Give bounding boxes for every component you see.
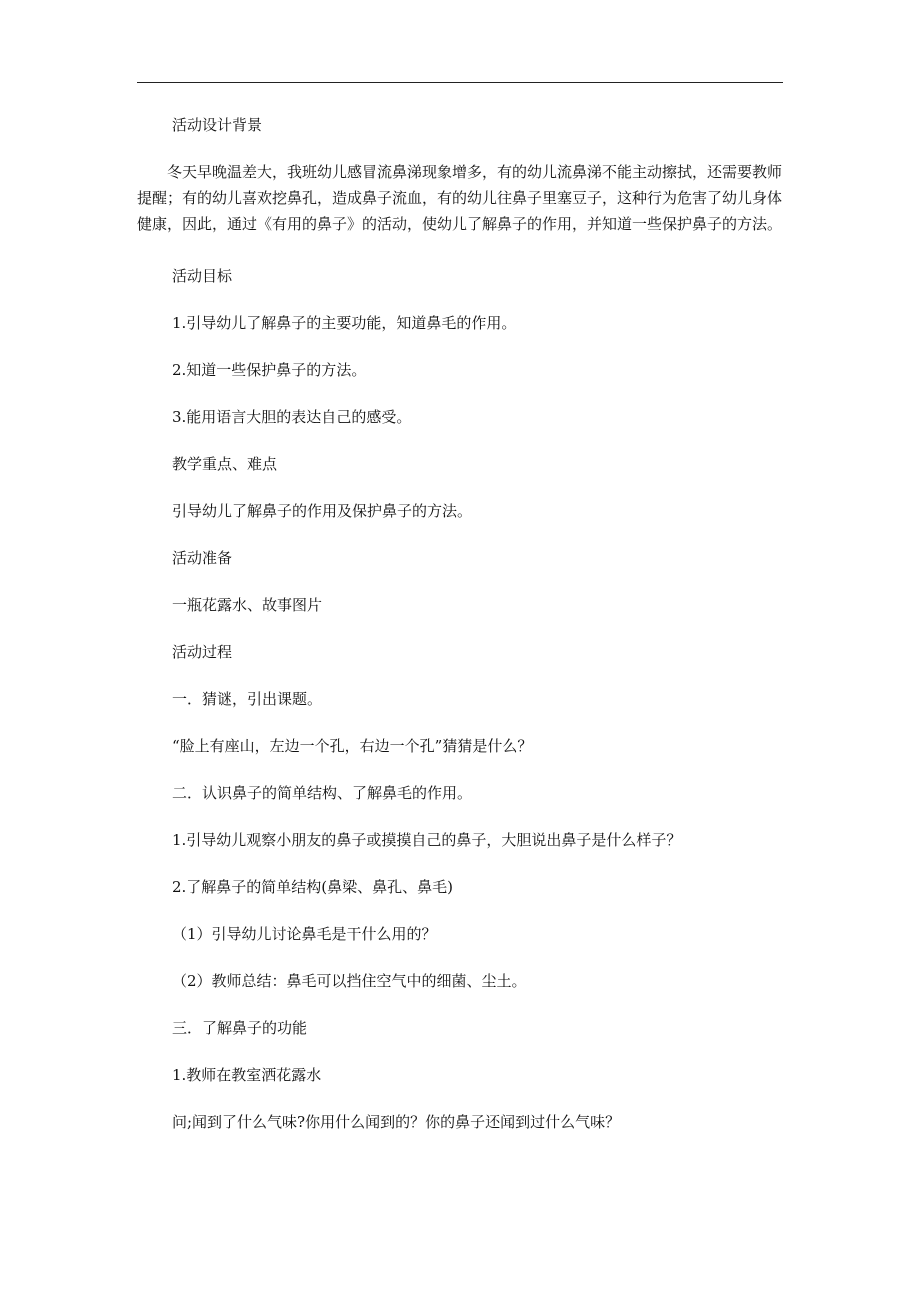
section-heading-background: 活动设计背景 [172,116,263,134]
process-step-2-subitem-2: （2）教师总结：鼻毛可以挡住空气中的细菌、尘土。 [172,972,527,990]
process-step-3: 三．了解鼻子的功能 [172,1019,308,1037]
process-step-2: 二．认识鼻子的简单结构、了解鼻毛的作用。 [172,784,473,802]
goal-item-3: 3.能用语言大胆的表达自己的感受。 [172,408,412,426]
section-heading-process: 活动过程 [172,643,233,661]
section-heading-preparation: 活动准备 [172,549,233,567]
background-paragraph: 冬天早晚温差大，我班幼儿感冒流鼻涕现象增多，有的幼儿流鼻涕不能主动擦拭，还需要教师提醒；有的幼儿喜欢挖鼻孔，造成鼻子流血，有的幼儿往鼻子里塞豆子，这种行为危害了幼儿身体健康，因此，通过《有用的鼻子》的活动，使幼儿了解鼻子的作用，并知道一些保护鼻子的方法。 [137,163,783,233]
goal-item-2: 2.知道一些保护鼻子的方法。 [172,361,367,379]
process-step-2-item-1: 1.引导幼儿观察小朋友的鼻子或摸摸自己的鼻子，大胆说出鼻子是什么样子？ [172,831,682,849]
riddle-text: “脸上有座山，左边一个孔，右边一个孔”猜猜是什么？ [172,737,533,755]
process-step-2-item-2: 2.了解鼻子的简单结构(鼻梁、鼻孔、鼻毛) [172,878,454,896]
process-step-1: 一．猜谜，引出课题。 [172,690,323,708]
process-step-3-item-1: 1.教师在教室洒花露水 [172,1066,322,1084]
process-step-3-question: 问;闻到了什么气味?你用什么闻到的？你的鼻子还闻到过什么气味？ [172,1113,621,1131]
header-rule [137,82,783,83]
section-heading-key-points: 教学重点、难点 [172,455,278,473]
preparation-text: 一瓶花露水、故事图片 [172,596,323,614]
section-heading-goals: 活动目标 [172,267,233,285]
document-body [137,112,783,1135]
process-step-2-subitem-1: （1）引导幼儿讨论鼻毛是干什么用的？ [172,925,437,943]
key-points-text: 引导幼儿了解鼻子的作用及保护鼻子的方法。 [172,502,473,520]
goal-item-1: 1.引导幼儿了解鼻子的主要功能，知道鼻毛的作用。 [172,314,517,332]
